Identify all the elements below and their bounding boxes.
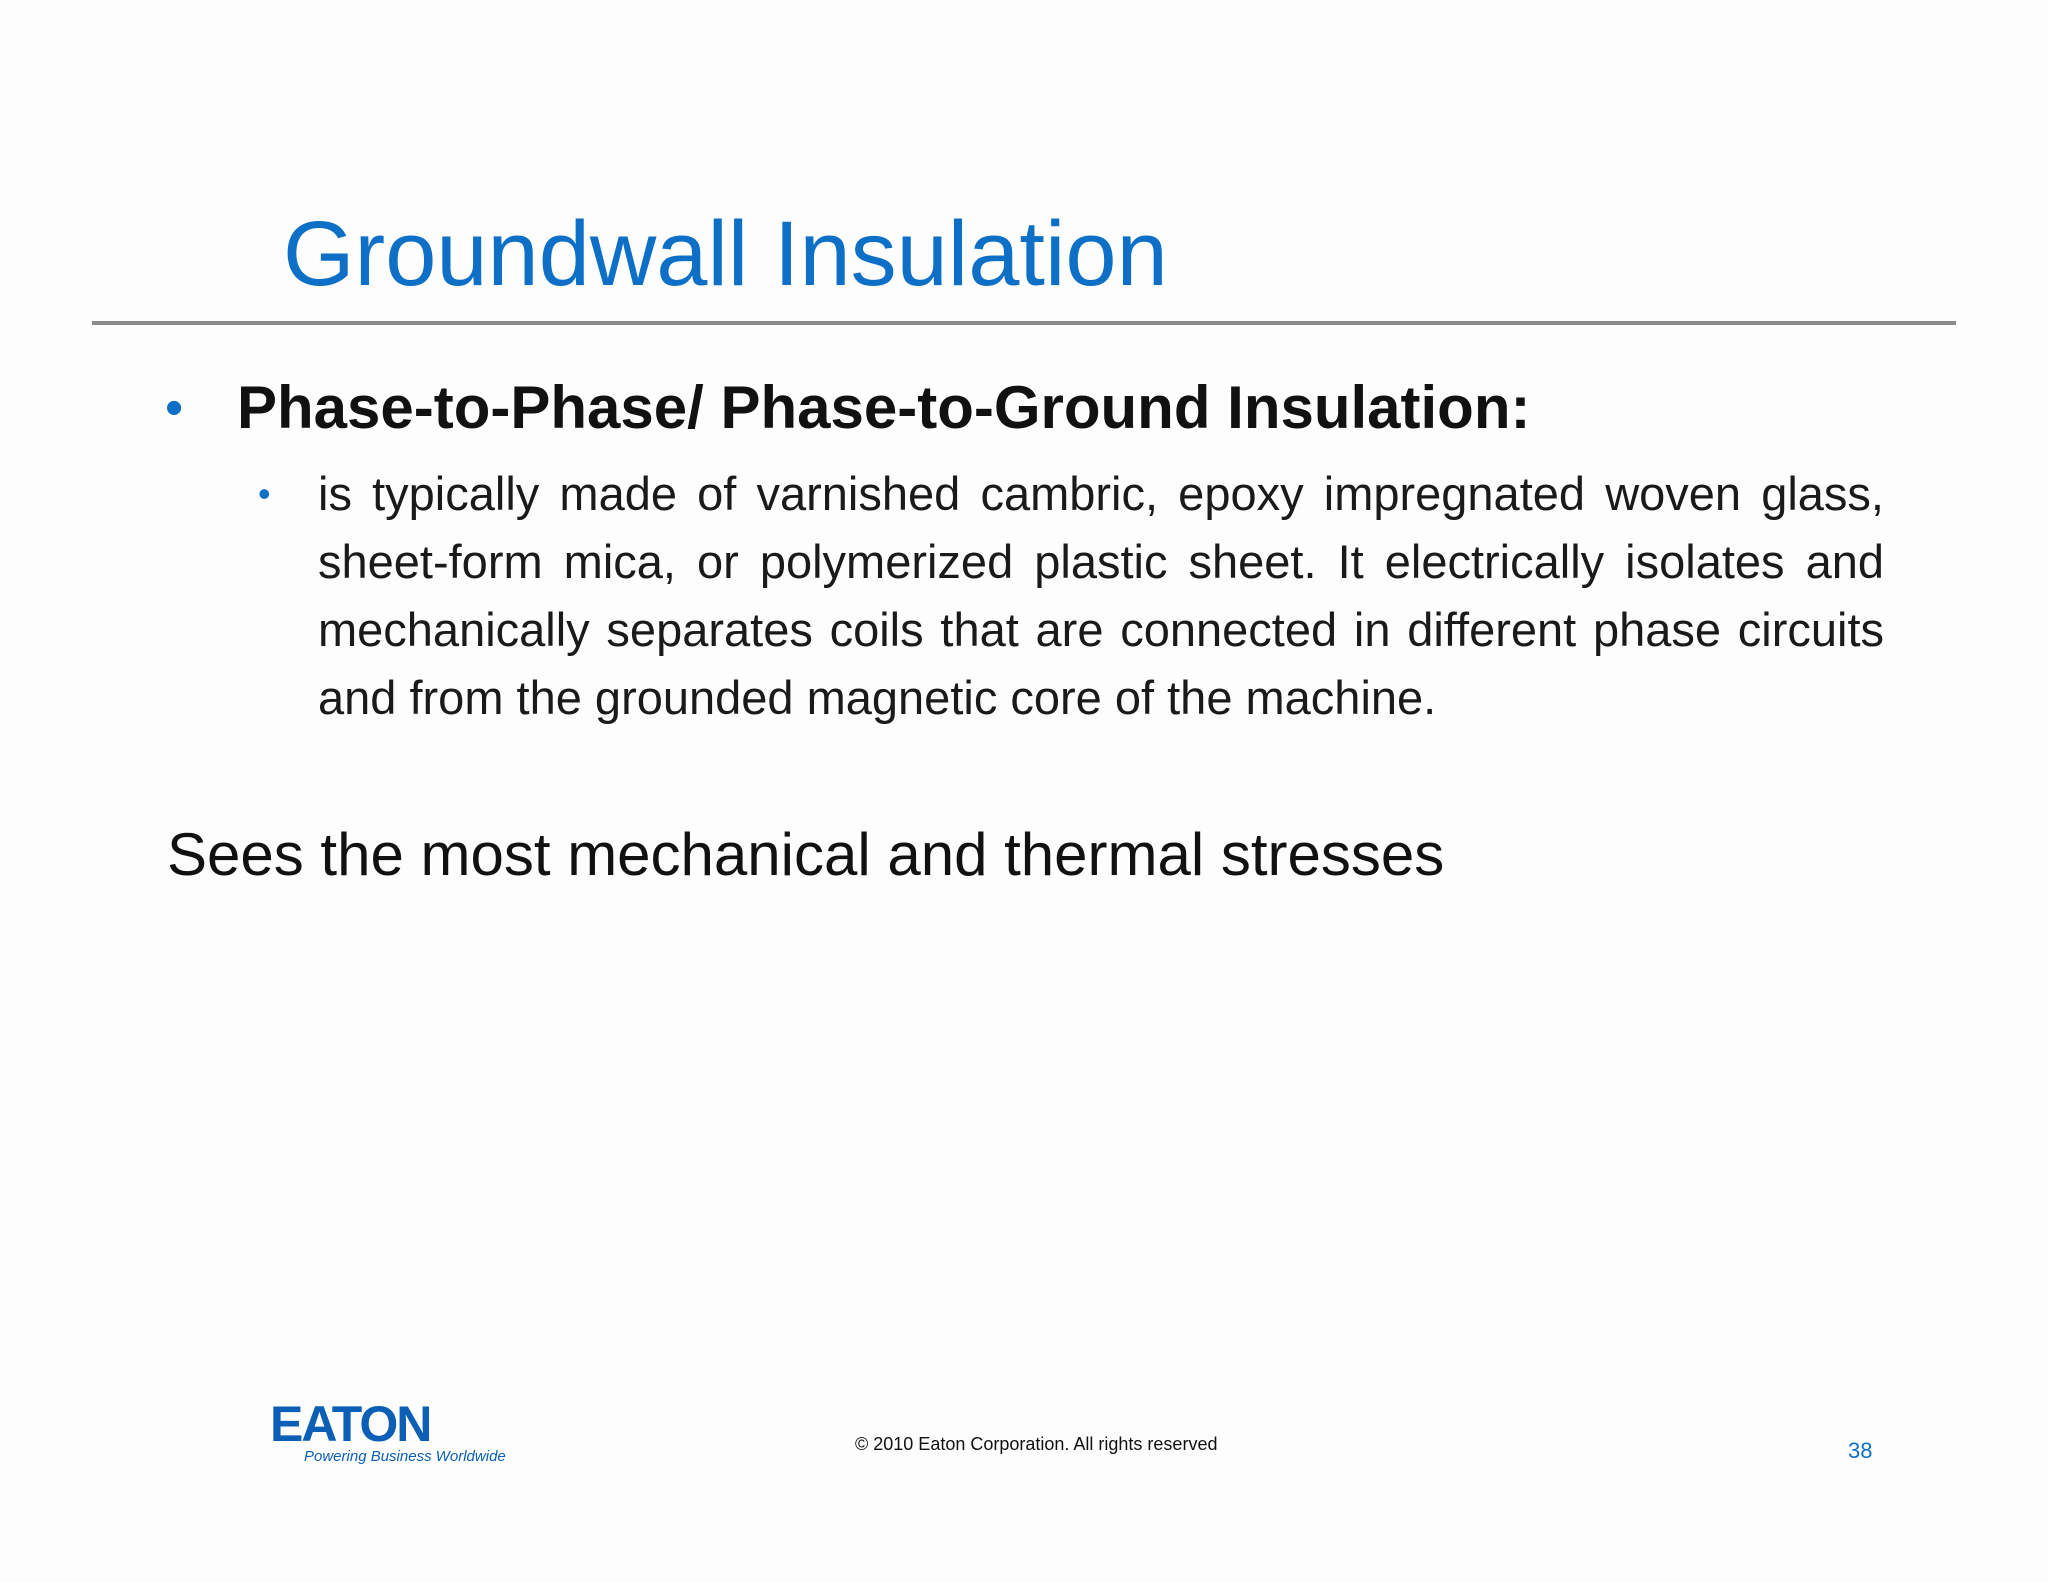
slide-title: Groundwall Insulation: [283, 203, 1168, 305]
logo-tagline: Powering Business Worldwide: [304, 1448, 506, 1465]
logo-wordmark: EATON: [270, 1396, 431, 1452]
copyright-text: © 2010 Eaton Corporation. All rights reserved: [855, 1434, 1218, 1454]
statement-text: Sees the most mechanical and thermal stresses: [167, 821, 1445, 888]
bullet-level2-text: is typically made of varnished cambric, epoxy impregnated woven glass, sheet-form mica, or polymerized plastic sheet. It electrically isolates and mechanically separates coils that are connected in different phase circuits and from the grounded magnetic core of the machine.: [318, 467, 1884, 724]
page-number: 38: [1848, 1438, 1873, 1463]
title-divider: [92, 321, 1956, 325]
bullet-icon: •: [165, 379, 184, 437]
eaton-logo-icon: [270, 1396, 506, 1470]
bullet-level1-text: Phase-to-Phase/ Phase-to-Ground Insulation:: [237, 374, 1531, 441]
bullet-icon: •: [258, 473, 271, 514]
